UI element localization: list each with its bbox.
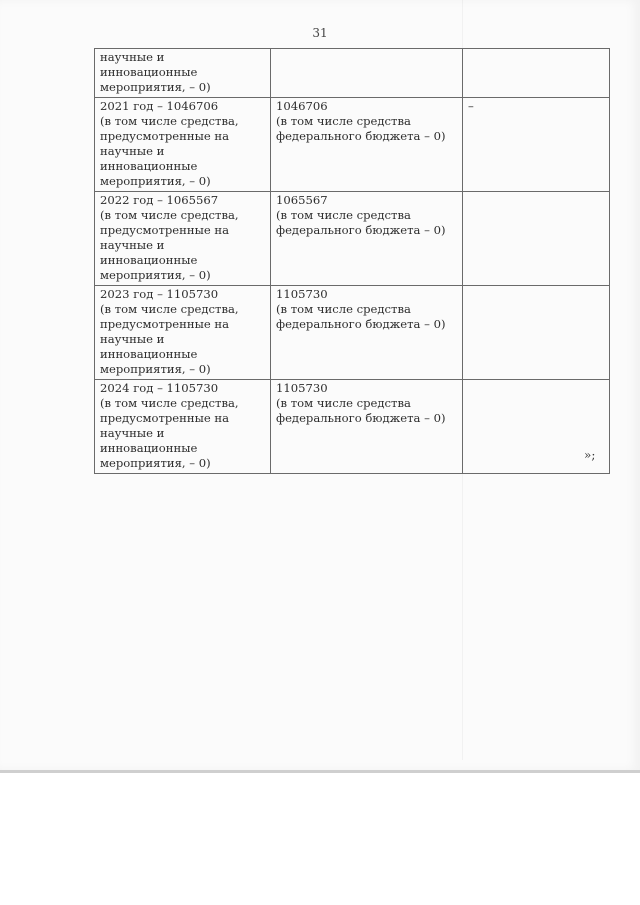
regional-budget-cell bbox=[271, 49, 463, 98]
table-row bbox=[95, 380, 610, 474]
other-sources-cell: – bbox=[463, 98, 610, 192]
table-row bbox=[95, 286, 610, 380]
funding-total-cell: научные и инновационные мероприятия, – 0) bbox=[95, 49, 271, 98]
funding-total-cell: 2023 год – 1105730 (в том числе средства, предусмотренные на научные и инновационные мероприятия, – 0) bbox=[95, 286, 271, 380]
other-sources-cell bbox=[463, 286, 610, 380]
other-sources-cell bbox=[463, 192, 610, 286]
funding-table bbox=[94, 48, 610, 474]
table-row bbox=[95, 98, 610, 192]
table-row bbox=[95, 192, 610, 286]
closing-quote-mark: »; bbox=[584, 448, 596, 462]
regional-budget-cell: 1105730 (в том числе средства федерального бюджета – 0) bbox=[271, 286, 463, 380]
page-number: 31 bbox=[312, 26, 328, 40]
regional-budget-cell: 1046706 (в том числе средства федерального бюджета – 0) bbox=[271, 98, 463, 192]
funding-total-cell: 2022 год – 1065567 (в том числе средства, предусмотренные на научные и инновационные мероприятия, – 0) bbox=[95, 192, 271, 286]
table-row bbox=[95, 49, 610, 98]
funding-total-cell: 2021 год – 1046706 (в том числе средства, предусмотренные на научные и инновационные мероприятия, – 0) bbox=[95, 98, 271, 192]
regional-budget-cell: 1065567 (в том числе средства федерального бюджета – 0) bbox=[271, 192, 463, 286]
regional-budget-cell: 1105730 (в том числе средства федерального бюджета – 0) bbox=[271, 380, 463, 474]
other-sources-cell bbox=[463, 49, 610, 98]
funding-total-cell: 2024 год – 1105730 (в том числе средства, предусмотренные на научные и инновационные мероприятия, – 0) bbox=[95, 380, 271, 474]
